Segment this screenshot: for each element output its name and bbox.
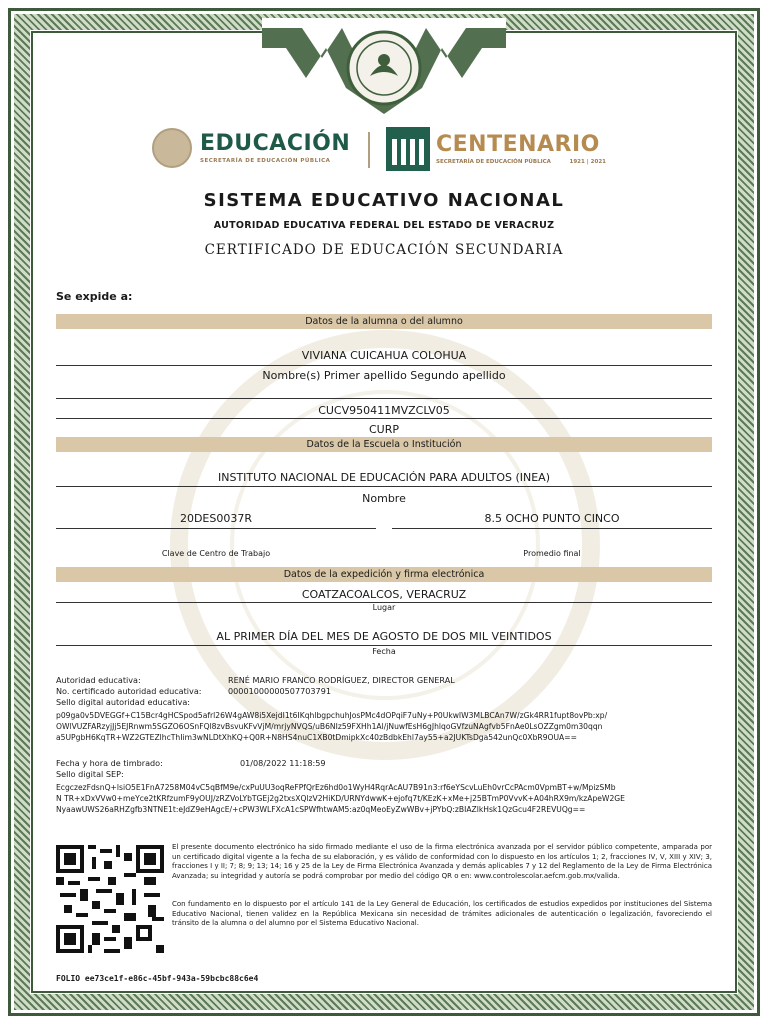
student-separator-line <box>56 398 712 399</box>
legal-paragraph-validity: Con fundamento en lo dispuesto por el artículo 141 de la Ley General de Educación, los certificados de estudios expedidos por instituciones del Sistema Educativo Nacional, tienen validez en la República Mexicana sin necesidad de trámites adicionales de autenticación o legalización, favoreciendo el tránsito de la alumna o del alumno por el Sistema Educativo Nacional. <box>172 900 712 927</box>
centenario-logo <box>386 126 606 172</box>
issuance-place-caption: Lugar <box>372 603 396 612</box>
edu-logo-text: EDUCACIÓN <box>200 130 351 156</box>
student-section-header: Datos de la alumna o del alumno <box>56 314 712 329</box>
curp-line <box>56 418 712 419</box>
cert-number-label: No. certificado autoridad educativa: <box>56 686 202 696</box>
timestamp-value: 01/08/2022 11:18:59 <box>240 758 326 768</box>
work-center-key: 20DES0037R <box>179 512 253 525</box>
logo-divider <box>368 132 370 168</box>
issuance-date: AL PRIMER DÍA DEL MES DE AGOSTO DE DOS MIL VEINTIDOS <box>216 630 552 643</box>
school-name: INSTITUTO NACIONAL DE EDUCACIÓN PARA ADULTOS (INEA) <box>217 471 550 484</box>
sep-education-logo <box>152 125 350 171</box>
school-name-line <box>56 486 712 487</box>
building-columns-icon <box>386 127 430 171</box>
issuance-date-line <box>56 645 712 646</box>
student-name: VIVIANA CUICAHUA COLOHUA <box>301 349 467 362</box>
student-name-line <box>56 365 712 366</box>
work-center-caption: Clave de Centro de Trabajo <box>161 549 271 558</box>
curp-caption: CURP <box>368 423 399 436</box>
centenario-logo-text: CENTENARIO <box>436 131 600 157</box>
digital-seal-label: Sello digital autoridad educativa: <box>56 697 191 707</box>
digital-seal-line: p09ga0v5DVEGGf+C15Bcr4gHCSpod5afrl26W4gAW8i5XejdI1t6IKqhlbgpchuhJosPMc4dOPqiF7uNy+P0UkwIW3MLBCAn7W/zGk4RR1fupt8ovPb:xp/ <box>56 711 608 720</box>
issuance-section-header: Datos de la expedición y firma electrónica <box>56 567 712 582</box>
centenario-logo-subtitle-row <box>436 159 606 165</box>
issuance-date-caption: Fecha <box>372 647 396 656</box>
certificate-title: CERTIFICADO DE EDUCACIÓN SECUNDARIA <box>204 242 564 258</box>
student-name-caption: Nombre(s) Primer apellido Segundo apellido <box>262 369 506 382</box>
sep-seal-icon <box>152 128 192 168</box>
work-center-line <box>56 528 376 529</box>
authority-value: RENÉ MARIO FRANCO RODRÍGUEZ, DIRECTOR GENERAL <box>228 675 455 685</box>
school-section-header: Datos de la Escuela o Institución <box>56 437 712 452</box>
centenario-logo-subtitle: SECRETARÍA DE EDUCACIÓN PÚBLICA <box>436 158 551 165</box>
sep-seal-line: EcgczezFdsnQ+lsiO5E1FnA7258M04vC5qBfM9e/cxPuUU3oqReFPfQrEz6hd0o1WyH4RqrAcAU7B91n3:rf6eYScvLuEh0vrCcPAcm0VpmBT+w/MpizSMb <box>56 783 616 792</box>
issuance-place: COATZACOALCOS, VERACRUZ <box>301 588 467 601</box>
final-average-line <box>392 528 712 529</box>
centenario-years: 1921 | 2021 <box>569 158 606 165</box>
authority-label: Autoridad educativa: <box>56 675 141 685</box>
digital-seal-line: OWlVUZFARzyjJj5EJRnwm5SGZO6OSnFQl8zvBsvuKFvVjM/mrjyNVQS/uB6NIz59FXHh1Al/jNuwfEsH6gJhlqoGVfzuNAgfvb5FnAe0LsOZZgm0m30qqn <box>56 722 603 731</box>
final-average: 8.5 OCHO PUNTO CINCO <box>484 512 620 525</box>
issued-to-label: Se expide a: <box>56 290 133 303</box>
final-average-caption: Promedio final <box>523 549 581 558</box>
folio-number: FOLIO ee73ce1f-e86c-45bf-943a-59bcbc88c6e4 <box>56 974 259 983</box>
cert-number-value: 00001000000507703791 <box>228 686 331 696</box>
edu-logo-subtitle: SECRETARÍA DE EDUCACIÓN PÚBLICA <box>200 157 331 164</box>
digital-seal-line: a5UPgbH6KqTR+WZ2GTEZlhcThIim3wNLDtXhKQ+Q0R+N8HS4nuC1XB0tDmipkXc40zBdbkEhl7ay55+a2JUKTsDga542unQc0XbR9OUA== <box>56 733 577 742</box>
school-name-caption: Nombre <box>362 492 406 505</box>
timestamp-label: Fecha y hora de timbrado: <box>56 758 163 768</box>
authority-title: AUTORIDAD EDUCATIVA FEDERAL DEL ESTADO DE VERACRUZ <box>213 220 555 231</box>
sep-seal-label: Sello digital SEP: <box>56 769 124 779</box>
verification-qr-code[interactable] <box>56 845 164 953</box>
sep-seal-line: N TR+xDxVVw0+meYce2tKRfzumF9yOUJ/zRZVoLYbTGEj2g2txsXQlzV2HiKD/URNYdwwK+ejofq7t/KEzK+xMe+j25BTmP0VvvK+A04hRX9m/kzApeW2GE <box>56 794 625 803</box>
system-title: SISTEMA EDUCATIVO NACIONAL <box>203 190 565 211</box>
legal-paragraph-electronic-signature: El presente documento electrónico ha sido firmado mediante el uso de la firma electrónica avanzada por el servidor público competente, amparada por un certificado digital vigente a la fecha de su elaboración, y es válido de conformidad con lo dispuesto en los artículos 1; 2, fracciones IV, V, XIII y XIV; 3, fracciones I y II; 7; 8; 9; 13; 14; 16 y 25 de la Ley de Firma Electrónica Avanzada y demás aplicables 7 y 12 del Reglamento de la Ley de Firma Electrónica Avanzada; su integridad y autoría se podrá comprobar por medio del código QR o en: www.controlescolar.aefcm.gob.mx/valida. <box>172 843 712 880</box>
national-crest-icon <box>262 18 506 118</box>
student-curp: CUCV950411MVZCLV05 <box>318 404 450 417</box>
sep-seal-line: NyaawUWS26aRHZgfb3NTNE1t:eJdZ9eHAgcE/+cPW3WLFXcA1cSPWfhtwAM5:az0qMeoEyZwWBv+jPYbQ:zBIAZlkHsk1QzGcu4F2REVUQg== <box>56 805 586 814</box>
